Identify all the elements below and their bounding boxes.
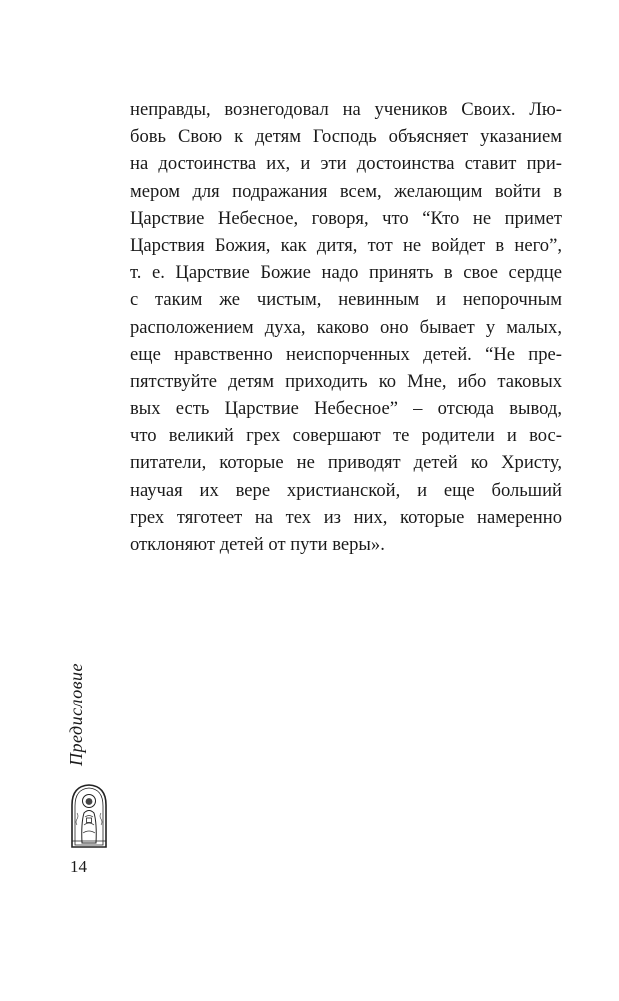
text-line: грех тяготеет на тех из них, которые намеренно xyxy=(130,506,562,528)
text-line: неправды, вознегодовал на учеников Своих. Лю- xyxy=(130,99,562,120)
text-line: с таким же чистым, невинным и непорочным xyxy=(130,289,562,311)
text-line: бовь Свою к детям Господь объясняет указанием xyxy=(130,126,562,148)
text-line: отклоняют детей от пути веры». xyxy=(130,534,385,555)
text-line: еще нравственно неиспорченных детей. “Не пре- xyxy=(130,343,562,365)
icon-of-saint-emblem xyxy=(68,783,110,849)
text-line: пятствуйте детям приходить ко Мне, ибо таковых xyxy=(130,370,562,392)
text-line: мером для подражания всем, желающим войти в xyxy=(130,180,562,202)
text-line: т. е. Царствие Божие надо принять в свое сердце xyxy=(130,262,562,284)
text-line: научая их вере христианской, и еще больший xyxy=(130,479,562,501)
text-line: что великий грех совершают те родители и вос- xyxy=(130,425,562,447)
page-body-text xyxy=(130,96,562,558)
text-line: Царствие Небесное, говоря, что “Кто не примет xyxy=(130,207,562,229)
text-line: на достоинства их, и эти достоинства ставит при- xyxy=(130,153,562,175)
page-number: 14 xyxy=(70,857,87,876)
text-line: Царствия Божия, как дитя, тот не войдет в него”, xyxy=(130,234,562,256)
section-title: Предисловие xyxy=(66,662,86,766)
text-line: вых есть Царствие Небесное” – отсюда вывод, xyxy=(130,398,562,420)
text-line: расположением духа, каково оно бывает у малых, xyxy=(130,316,562,338)
text-line: питатели, которые не приводят детей ко Христу, xyxy=(130,452,562,474)
